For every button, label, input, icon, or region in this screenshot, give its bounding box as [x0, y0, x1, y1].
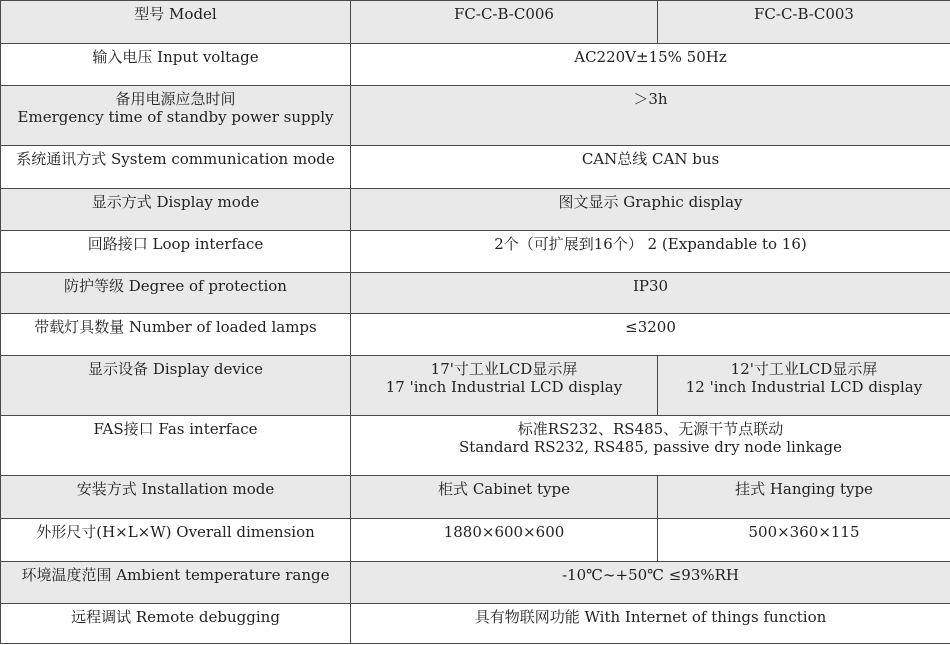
communication-mode-value: CAN总线 CAN bus [351, 146, 950, 189]
emergency-time-value: ＞3h [351, 86, 950, 146]
row-label-loaded-lamps: 带载灯具数量 Number of loaded lamps [1, 314, 351, 356]
protection-value: IP30 [351, 273, 950, 314]
display-mode-value: 图文显示 Graphic display [351, 189, 950, 231]
display-device-c003 [658, 356, 950, 416]
table-row [1, 476, 950, 519]
display-device-c006-en: 17 'inch Industrial LCD display [385, 378, 623, 396]
table-row [1, 356, 950, 416]
table-row [1, 519, 950, 562]
overall-dimension-c006: 1880×600×600 [351, 519, 658, 562]
row-label-ambient-temperature: 环境温度范围 Ambient temperature range [1, 562, 351, 604]
table-row [1, 231, 950, 273]
fas-interface-value-cn: 标准RS232、RS485、无源干节点联动 [517, 420, 784, 438]
row-label-remote-debugging: 远程调试 Remote debugging [1, 604, 351, 644]
display-device-c003-en: 12 'inch Industrial LCD display [685, 378, 923, 396]
table-row [1, 189, 950, 231]
table-row [1, 44, 950, 86]
row-label-display-device: 显示设备 Display device [1, 356, 351, 416]
fas-interface-value-en: Standard RS232, RS485, passive dry node linkage [458, 438, 843, 456]
table-row [1, 314, 950, 356]
model-value-c006: FC-C-B-C006 [351, 1, 658, 44]
row-label-loop-interface: 回路接口 Loop interface [1, 231, 351, 273]
table-row [1, 562, 950, 604]
loaded-lamps-value: ≤3200 [351, 314, 950, 356]
ambient-temperature-value: -10℃~+50℃ ≤93%RH [351, 562, 950, 604]
row-label-protection: 防护等级 Degree of protection [1, 273, 351, 314]
remote-debugging-value: 具有物联网功能 With Internet of things function [351, 604, 950, 644]
row-label-overall-dimension: 外形尺寸(H×L×W) Overall dimension [1, 519, 351, 562]
display-device-c006 [351, 356, 658, 416]
model-value-c003: FC-C-B-C003 [658, 1, 950, 44]
table-row [1, 273, 950, 314]
table-row [1, 604, 950, 644]
row-label-model: 型号 Model [1, 1, 351, 44]
row-label-emergency-time [1, 86, 351, 146]
row-label-display-mode: 显示方式 Display mode [1, 189, 351, 231]
overall-dimension-c003: 500×360×115 [658, 519, 950, 562]
input-voltage-value: AC220V±15% 50Hz [351, 44, 950, 86]
table-row [1, 416, 950, 476]
display-device-c003-cn: 12'寸工业LCD显示屏 [730, 360, 878, 378]
installation-mode-c003: 挂式 Hanging type [658, 476, 950, 519]
row-label-fas-interface: FAS接口 Fas interface [1, 416, 351, 476]
table-row [1, 86, 950, 146]
table-row [1, 146, 950, 189]
loop-interface-value: 2个（可扩展到16个） 2 (Expandable to 16) [351, 231, 950, 273]
emergency-time-label-en: Emergency time of standby power supply [17, 108, 334, 126]
display-device-c006-cn: 17'寸工业LCD显示屏 [430, 360, 578, 378]
row-label-input-voltage: 输入电压 Input voltage [1, 44, 351, 86]
table-row [1, 1, 950, 44]
row-label-installation-mode: 安装方式 Installation mode [1, 476, 351, 519]
installation-mode-c006: 柜式 Cabinet type [351, 476, 658, 519]
row-label-communication-mode: 系统通讯方式 System communication mode [1, 146, 351, 189]
emergency-time-label-cn: 备用电源应急时间 [115, 90, 236, 108]
fas-interface-value [351, 416, 950, 476]
